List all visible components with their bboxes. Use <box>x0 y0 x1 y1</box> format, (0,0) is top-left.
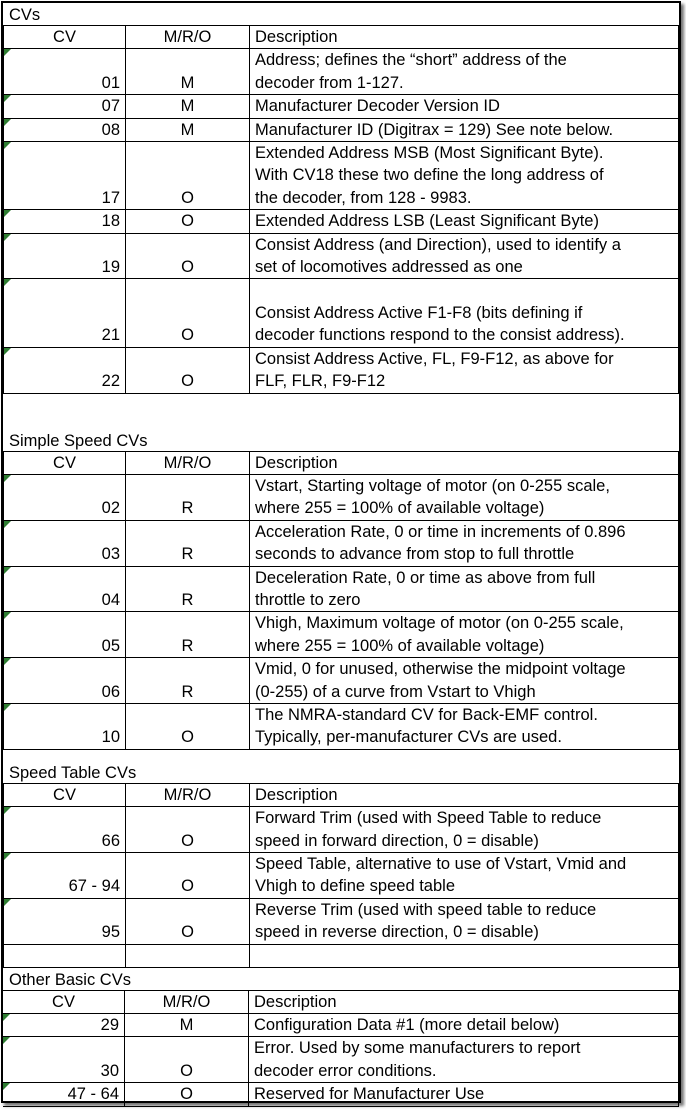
cell-corner-marker <box>4 567 11 574</box>
cv-table <box>3 990 679 1107</box>
cv-number-cell <box>4 210 126 233</box>
description-line: Vhigh, Maximum voltage of motor (on 0-255 scale, <box>255 614 624 633</box>
mro-cell: O <box>126 279 250 347</box>
description-cell <box>250 279 679 347</box>
mro-cell: R <box>126 566 250 612</box>
cv-number: 07 <box>101 97 120 116</box>
description-cell <box>250 612 679 658</box>
description-cell <box>250 566 679 612</box>
header-row <box>4 451 679 474</box>
description-cell <box>249 1014 679 1037</box>
description-line: Consist Address Active, FL, F9-F12, as above for <box>255 349 614 368</box>
mro-cell: O <box>126 853 250 899</box>
table-row <box>4 566 679 612</box>
cell-corner-marker <box>4 899 11 906</box>
description-cell <box>250 118 679 141</box>
description-cell <box>250 233 679 279</box>
cv-number: 95 <box>101 923 120 942</box>
table-row <box>3 1037 679 1083</box>
cv-number-cell <box>4 233 126 279</box>
table-row <box>4 233 679 279</box>
description-line: Manufacturer ID (Digitrax = 129) See note below. <box>255 120 614 139</box>
mro-cell: O <box>126 807 250 853</box>
cv-number: 08 <box>101 120 120 139</box>
description-cell <box>250 347 679 393</box>
cv-number: 47 - 64 <box>67 1085 119 1104</box>
description-line: Configuration Data #1 (more detail below) <box>254 1016 560 1035</box>
description-cell <box>250 703 679 749</box>
mro-cell: R <box>126 520 250 566</box>
description-cell <box>249 1037 679 1083</box>
mro-cell: O <box>125 1037 249 1083</box>
description-line: seconds to advance from stop to full throttle <box>255 545 575 564</box>
description-cell <box>250 210 679 233</box>
description-line: Vhigh to define speed table <box>255 877 455 896</box>
cv-number: 03 <box>101 545 120 564</box>
description-cell <box>250 807 679 853</box>
cell-corner-marker <box>4 658 11 665</box>
description-line: Forward Trim (used with Speed Table to reduce <box>255 809 602 828</box>
table-row <box>4 347 679 393</box>
header-row <box>3 990 679 1013</box>
mro-cell: M <box>126 118 250 141</box>
mro-column-header: M/R/O <box>126 451 250 474</box>
cv-number-cell <box>4 474 126 520</box>
cell-corner-marker <box>4 704 11 711</box>
mro-cell: M <box>125 1014 249 1037</box>
cv-column-header: CV <box>4 26 126 49</box>
section-title: CVs <box>9 6 41 24</box>
cv-column-header: CV <box>3 990 125 1013</box>
cell-corner-marker <box>4 612 11 619</box>
description-line: FLF, FLR, F9-F12 <box>255 372 386 391</box>
mro-cell: O <box>126 233 250 279</box>
description-cell <box>250 95 679 118</box>
table-row <box>4 279 679 347</box>
mro-cell: O <box>125 1083 249 1106</box>
cv-number-cell <box>3 1083 125 1106</box>
description-line: Deceleration Rate, 0 or time as above from full <box>255 568 596 587</box>
table-row <box>4 898 679 944</box>
cv-number: 29 <box>100 1016 119 1035</box>
mro-cell: R <box>126 474 250 520</box>
cv-column-header: CV <box>4 451 126 474</box>
table-row <box>4 474 679 520</box>
description-cell <box>249 1083 679 1106</box>
table-row <box>4 612 679 658</box>
cv-number-cell <box>4 49 126 95</box>
section-title: Speed Table CVs <box>9 763 137 782</box>
header-row <box>4 783 679 806</box>
cv-number-cell <box>4 279 126 347</box>
description-line: Reverse Trim (used with speed table to reduce <box>255 900 597 919</box>
description-column-header: Description <box>249 990 679 1013</box>
description-line: Manufacturer Decoder Version ID <box>255 97 500 116</box>
cv-number: 17 <box>101 188 120 207</box>
blank-row <box>4 944 679 967</box>
cv-number-cell <box>4 566 126 612</box>
cell-corner-marker <box>4 853 11 860</box>
cv-number-cell <box>3 1037 125 1083</box>
cv-number: 67 - 94 <box>68 877 120 896</box>
cv-table <box>3 783 679 968</box>
mro-cell: M <box>126 49 250 95</box>
description-line: Reserved for Manufacturer Use <box>254 1085 485 1104</box>
description-line: where 255 = 100% of available voltage) <box>255 499 545 518</box>
mro-cell: O <box>126 142 250 210</box>
mro-column-header: M/R/O <box>126 26 250 49</box>
table-row <box>4 853 679 899</box>
description-line: throttle to zero <box>255 590 361 609</box>
cv-number-cell <box>4 853 126 899</box>
mro-cell: O <box>126 703 250 749</box>
cv-number-cell <box>4 142 126 210</box>
mro-cell: O <box>126 898 250 944</box>
description-column-header: Description <box>250 783 679 806</box>
cv-number: 30 <box>100 1061 119 1080</box>
cv-number-cell <box>4 95 126 118</box>
table-row <box>4 658 679 704</box>
table-row <box>4 703 679 749</box>
cell-corner-marker <box>3 1083 10 1090</box>
cv-table <box>3 25 679 394</box>
cell-corner-marker <box>3 1014 10 1021</box>
cell-corner-marker <box>4 119 11 126</box>
cv-number-cell <box>4 658 126 704</box>
description-line: set of locomotives addressed as one <box>255 258 523 277</box>
section-spacer <box>3 750 679 761</box>
cv-number-cell <box>4 520 126 566</box>
mro-cell: O <box>126 210 250 233</box>
table-row <box>4 210 679 233</box>
table-row <box>3 1014 679 1037</box>
description-column-header: Description <box>250 26 679 49</box>
description-cell <box>250 898 679 944</box>
cv-number: 18 <box>101 212 120 231</box>
description-cell <box>250 658 679 704</box>
description-line: Vstart, Starting voltage of motor (on 0-255 scale, <box>255 476 610 495</box>
cv-number-cell <box>4 347 126 393</box>
header-row <box>4 26 679 49</box>
description-cell <box>250 49 679 95</box>
cv-number: 19 <box>101 258 120 277</box>
cell-corner-marker <box>4 210 11 217</box>
description-line: decoder from 1-127. <box>255 73 404 92</box>
cv-number: 21 <box>101 326 120 345</box>
table-row <box>4 118 679 141</box>
description-line: speed in reverse direction, 0 = disable) <box>255 923 539 942</box>
cv-number: 06 <box>101 682 120 701</box>
table-row <box>4 95 679 118</box>
table-row <box>4 807 679 853</box>
cell-corner-marker <box>4 279 11 286</box>
description-cell <box>250 520 679 566</box>
description-line: speed in forward direction, 0 = disable) <box>255 831 539 850</box>
cv-tables <box>3 3 679 1107</box>
description-line: where 255 = 100% of available voltage) <box>255 636 545 655</box>
description-cell <box>250 853 679 899</box>
cell-corner-marker <box>4 475 11 482</box>
cv-number: 01 <box>101 73 120 92</box>
cv-table <box>3 451 679 750</box>
cv-number-cell <box>4 807 126 853</box>
cell-corner-marker <box>3 1037 10 1044</box>
description-line: decoder error conditions. <box>254 1061 437 1080</box>
description-line: With CV18 these two define the long address of <box>255 166 604 185</box>
description-line: Acceleration Rate, 0 or time in increments of 0.896 <box>255 522 626 541</box>
cell-corner-marker <box>4 234 11 241</box>
cv-number-cell <box>4 898 126 944</box>
table-row <box>4 49 679 95</box>
cv-number-cell <box>4 118 126 141</box>
cell-corner-marker <box>4 807 11 814</box>
table-row <box>3 1083 679 1106</box>
description-column-header: Description <box>250 451 679 474</box>
mro-cell: M <box>126 95 250 118</box>
section-title: Other Basic CVs <box>9 970 131 989</box>
section-spacer <box>3 394 679 429</box>
mro-cell: O <box>126 347 250 393</box>
cv-number-cell <box>4 703 126 749</box>
cell-corner-marker <box>4 521 11 528</box>
description-cell <box>250 474 679 520</box>
description-line: The NMRA-standard CV for Back-EMF control. <box>255 705 598 724</box>
table-row <box>4 520 679 566</box>
table-row <box>4 142 679 210</box>
description-line: Consist Address (and Direction), used to identify a <box>255 235 621 254</box>
cell-corner-marker <box>4 348 11 355</box>
cv-number-cell <box>4 612 126 658</box>
cv-reference-sheet <box>1 1 681 1103</box>
mro-column-header: M/R/O <box>125 990 249 1013</box>
description-cell <box>250 142 679 210</box>
description-line: Extended Address LSB (Least Significant Byte) <box>255 212 599 231</box>
cell-corner-marker <box>4 142 11 149</box>
cv-number: 04 <box>101 590 120 609</box>
cv-number: 10 <box>101 728 120 747</box>
blank-cell <box>4 944 126 967</box>
cell-corner-marker <box>4 95 11 102</box>
cell-corner-marker <box>4 49 11 56</box>
description-line: Error. Used by some manufacturers to report <box>254 1039 581 1058</box>
description-line <box>255 279 678 301</box>
description-line: Address; defines the “short” address of the <box>255 51 567 70</box>
blank-cell <box>126 944 250 967</box>
description-line: (0-255) of a curve from Vstart to Vhigh <box>255 682 536 701</box>
cv-number: 22 <box>101 372 120 391</box>
description-line: Vmid, 0 for unused, otherwise the midpoint voltage <box>255 660 626 679</box>
description-line: decoder functions respond to the consist address). <box>255 326 625 345</box>
blank-cell <box>250 944 679 967</box>
mro-cell: R <box>126 612 250 658</box>
description-line: Speed Table, alternative to use of Vstart, Vmid and <box>255 855 627 873</box>
mro-column-header: M/R/O <box>126 783 250 806</box>
description-line: Extended Address MSB (Most Significant Byte). <box>255 144 604 163</box>
cv-column-header: CV <box>4 783 126 806</box>
description-line: Consist Address Active F1-F8 (bits defining if <box>255 303 583 322</box>
section-title: Simple Speed CVs <box>9 431 148 450</box>
mro-cell: R <box>126 658 250 704</box>
cv-number: 02 <box>101 499 120 518</box>
cv-number: 05 <box>101 636 120 655</box>
description-line: the decoder, from 128 - 9983. <box>255 188 472 207</box>
cv-number: 66 <box>101 831 120 850</box>
description-line: Typically, per-manufacturer CVs are used. <box>255 728 562 747</box>
cv-number-cell <box>3 1014 125 1037</box>
